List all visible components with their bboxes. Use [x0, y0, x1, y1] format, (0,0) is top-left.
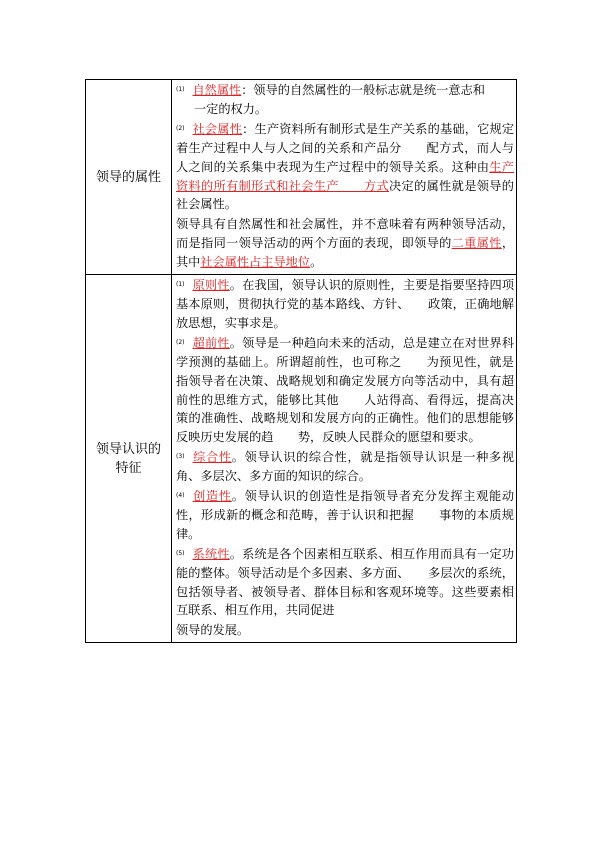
list-item-creativity — [176, 487, 514, 544]
row-content-attributes — [172, 80, 517, 275]
item-text: 。系统是各个因素相互联系、相互作用而具有一定功能的整体。领导活动是个多因素、多方面、 多层次的系统，包括领导者、被领导者、群体目标和客观环境等。这些要素相互联系、相互作用，共同促进 — [176, 546, 515, 618]
item-number: (1) — [176, 86, 185, 93]
conclusion-text: 。 — [310, 255, 323, 270]
table-row-leadership-attributes — [86, 80, 517, 275]
item-text-continuation: 一定的权力。 — [194, 101, 268, 116]
item-text: 。领导认识的创造性是指领导者充分发挥主观能动性，形成新的概念和范畴，善于认识和把握 事物的本质规律。 — [176, 489, 515, 541]
conclusion-text: ，其中 — [176, 236, 514, 270]
item-number: (5) — [176, 549, 185, 557]
item-number: (2) — [176, 124, 185, 132]
item-text: 。在我国，领导认识的原则性，主要是指要坚持四项基本原则，贯彻执行党的基本路线、方针、 政策，正确地解放思想，实事求是。 — [176, 278, 515, 330]
list-item-social-attribute — [176, 120, 514, 215]
item-number: (4) — [176, 492, 185, 500]
list-item-foresight — [176, 334, 514, 447]
term-foresight: 超前性 — [192, 335, 230, 350]
term-dual-attribute: 二重属性 — [451, 236, 502, 251]
conclusion-text: 领导具有自然属性和社会属性，并不意味着有两种领导活动，而是指同一领导活动的两个方面的表现，即领导的 — [176, 217, 514, 251]
row-label-attributes: 领导的属性 — [86, 80, 172, 275]
list-item-natural-attribute — [176, 81, 514, 119]
item-text: 。领导是一种趋向未来的活动，总是建立在对世界科学预测的基础上。所谓超前性，也可称之 为预见性，就是指领导者在决策、战略规划和确定发展方向等活动中，具有超前性的思维方式，能够比其他 人站得高、看得远，提高决策的准确性、战略规划和发展方向的正确性。他们的思想能够反映历史发展的趋 势，反映人民群众的愿望和要求。 — [176, 335, 515, 445]
item-number: (2) — [176, 338, 185, 346]
item-number: (1) — [176, 281, 185, 289]
list-item-comprehensiveness — [176, 448, 514, 486]
row-content-cognition — [172, 275, 517, 643]
table-row-leadership-cognition — [86, 275, 517, 643]
term-production-mode: 生产资料的所有制形式和社会生产 方式 — [176, 159, 514, 193]
item-text-tail: 领导的发展。 — [176, 623, 250, 638]
leadership-notes-table — [85, 79, 517, 643]
term-creativity: 创造性 — [192, 489, 232, 504]
list-item-systematicness — [176, 545, 514, 621]
item-text: 。领导认识的综合性，就是指领导认识是一种多视角、多层次、多方面的知识的综合。 — [176, 450, 515, 484]
term-principle: 原则性 — [192, 278, 230, 293]
term-comprehensiveness: 综合性 — [192, 450, 232, 465]
term-natural-attribute: 自然属性 — [192, 83, 242, 97]
term-systematicness: 系统性 — [192, 546, 230, 561]
row-label-cognition: 领导认识的特征 — [86, 275, 172, 643]
notes-sheet — [85, 79, 517, 643]
term-social-dominant: 社会属性占主导地位 — [200, 255, 311, 270]
list-item-principle — [176, 276, 514, 333]
item-text: ：领导的自然属性的一般标志就是统一意志和 — [241, 83, 485, 97]
conclusion-paragraph — [176, 215, 514, 272]
item-text: 决定的属性就是领导的社会属性。 — [176, 178, 514, 212]
term-social-attribute: 社会属性 — [192, 121, 243, 136]
item-text: ：生产资料所有制形式是生产关系的基础，它规定着生产过程中人与人之间的关系和产品分 配方式，而人与人之间的关系集中表现为生产过程中的领导关系。这种由 — [176, 121, 515, 174]
item-number: (3) — [176, 453, 185, 461]
